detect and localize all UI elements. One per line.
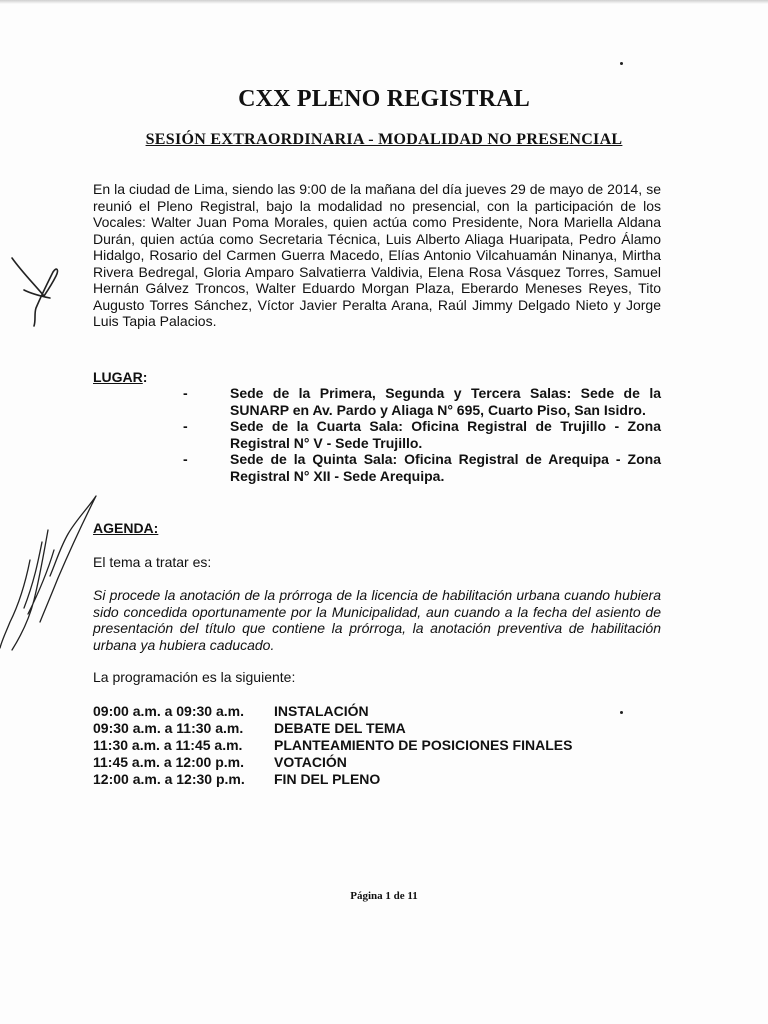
- schedule-activity: FIN DEL PLENO: [274, 771, 381, 787]
- schedule-row: [93, 703, 572, 720]
- lugar-item-text: Sede de la Cuarta Sala: Oficina Registral de Trujillo - Zona Registral N° V - Sede Trujillo.: [230, 418, 661, 451]
- schedule-intro: La programación es la siguiente:: [93, 669, 296, 685]
- schedule-row: [93, 754, 572, 771]
- lugar-colon: :: [142, 369, 148, 385]
- bullet-dash: -: [183, 385, 188, 401]
- schedule-list: [93, 703, 572, 788]
- page-number: Página 1 de 11: [350, 890, 418, 902]
- lugar-list: [183, 385, 661, 484]
- agenda-topic: Si procede la anotación de la prórroga de la licencia de habilitación urbana cuando hubiera sido concedida oportunamente por la Municipalidad, aun cuando a la fecha del asiento de presentación del título que contiene la prórroga, la anotación preventiva de habilitación urbana ya hubiera caducado.: [93, 587, 661, 653]
- lugar-item: [183, 418, 661, 451]
- lugar-item-text: Sede de la Quinta Sala: Oficina Registral de Arequipa - Zona Registral N° XII - Sede Arequipa.: [230, 451, 661, 484]
- schedule-row: [93, 737, 572, 754]
- schedule-time: 11:45 a.m. a 12:00 p.m.: [93, 754, 244, 770]
- agenda-intro: El tema a tratar es:: [93, 554, 212, 570]
- lugar-item: [183, 385, 661, 418]
- schedule-time: 09:00 a.m. a 09:30 a.m.: [93, 703, 244, 719]
- signature-initial-top: [4, 250, 74, 330]
- lugar-label: LUGAR: [93, 369, 143, 385]
- schedule-row: [93, 771, 572, 788]
- signature-margin: [0, 490, 110, 660]
- intro-paragraph: En la ciudad de Lima, siendo las 9:00 de la mañana del día jueves 29 de mayo de 2014, se reunió el Pleno Registral, bajo la modalidad no presencial, con la participación de los Vocales: Walter Juan Poma Morales, quien actúa como Presidente, Nora Mariella Aldana Durán, quien actúa como Secretaria Técnica, Luis Alberto Aliaga Huaripata, Pedro Álamo Hidalgo, Rosario del Carmen Guerra Macedo, Elías Antonio Vilcahuamán Ninanya, Mirtha Rivera Bedregal, Gloria Amparo Salvatierra Valdivia, Elena Rosa Vásquez Torres, Samuel Hernán Gálvez Troncos, Walter Eduardo Morgan Plaza, Eberardo Meneses Reyes, Tito Augusto Torres Sánchez, Víctor Javier Peralta Arana, Raúl Jimmy Delgado Nieto y Jorge Luis Tapia Palacios.: [93, 181, 661, 329]
- schedule-time: 12:00 a.m. a 12:30 p.m.: [93, 771, 245, 787]
- document-title: CXX PLENO REGISTRAL: [238, 86, 530, 112]
- lugar-heading: [93, 369, 147, 385]
- document-subtitle: SESIÓN EXTRAORDINARIA - MODALIDAD NO PRESENCIAL: [145, 131, 623, 148]
- scan-speck: [620, 711, 623, 714]
- schedule-activity: VOTACIÓN: [274, 754, 347, 770]
- schedule-activity: PLANTEAMIENTO DE POSICIONES FINALES: [274, 737, 573, 753]
- bullet-dash: -: [183, 451, 188, 467]
- schedule-row: [93, 720, 572, 737]
- scan-speck: [620, 62, 623, 65]
- lugar-item: [183, 451, 661, 484]
- schedule-time: 09:30 a.m. a 11:30 a.m.: [93, 720, 244, 736]
- schedule-time: 11:30 a.m. a 11:45 a.m.: [93, 737, 243, 753]
- lugar-item-text: Sede de la Primera, Segunda y Tercera Salas: Sede de la SUNARP en Av. Pardo y Aliaga N° 695, Cuarto Piso, San Isidro.: [230, 385, 661, 418]
- agenda-heading: AGENDA:: [93, 520, 159, 536]
- schedule-activity: INSTALACIÓN: [274, 703, 369, 719]
- scan-edge: [0, 0, 768, 4]
- schedule-activity: DEBATE DEL TEMA: [274, 720, 406, 736]
- bullet-dash: -: [183, 418, 188, 434]
